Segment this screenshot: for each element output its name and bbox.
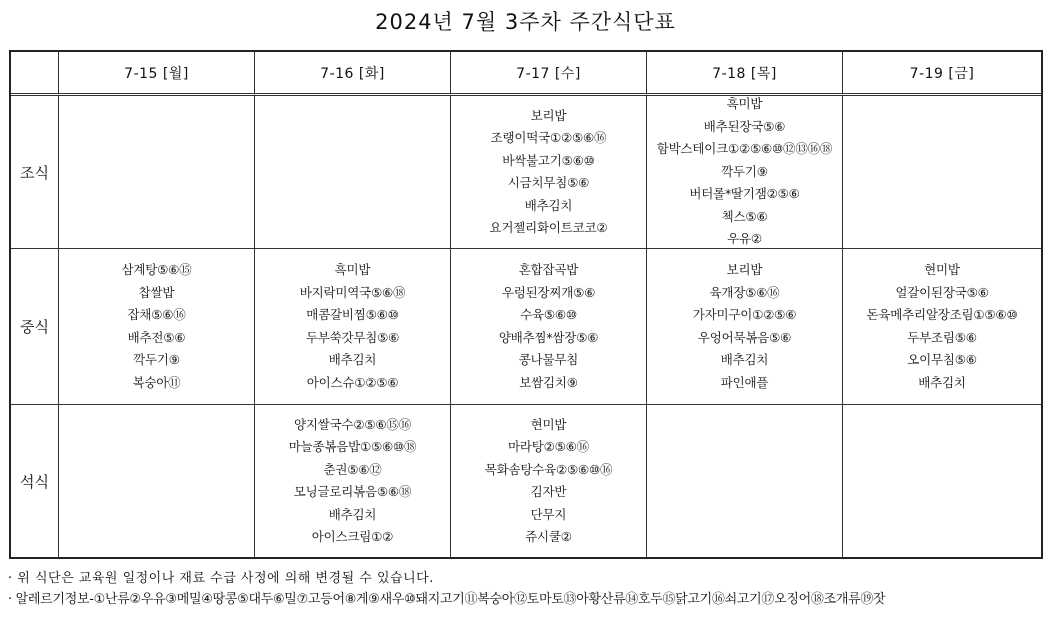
- menu-cell: [647, 405, 843, 557]
- menu-cell: [451, 249, 647, 405]
- menu-item: 현미밥: [530, 416, 567, 432]
- menu-cell: [843, 249, 1041, 405]
- menu-item: 함박스테이크①②⑤⑥⑩⑫⑬⑯⑱: [656, 141, 833, 157]
- menu-item: 모닝글로리볶음⑤⑥⑱: [293, 484, 412, 499]
- menu-item: 시금치무침⑤⑥: [507, 175, 590, 190]
- menu-item: 깍두기⑨: [721, 163, 768, 179]
- day-header-cell: [647, 52, 843, 96]
- menu-item: 목화솜탕수육②⑤⑥⑩⑯: [484, 461, 613, 477]
- menu-item: 조랭이떡국①②⑤⑥⑯: [490, 130, 607, 145]
- menu-item: 흑미밥: [726, 96, 763, 112]
- menu-item: 잡채⑤⑥⑯: [127, 307, 186, 322]
- menu-item: 바싹불고기⑤⑥⑩: [502, 152, 595, 168]
- weekly-menu-table: [9, 50, 1043, 559]
- menu-item: 혼합잡곡밥: [518, 262, 579, 277]
- menu-item: 파인애플: [720, 374, 769, 390]
- allergy-info-note: · 알레르기정보-①난류②우유③메밀④땅콩⑤대두⑥밀⑦고등어⑧게⑨새우⑩돼지고기⑪복숭아⑫토마토⑬아황산류⑭호두⑮닭고기⑯쇠고기⑰오징어⑱조개류⑲잣: [8, 592, 886, 607]
- menu-item: 배추전⑤⑥: [127, 329, 186, 345]
- menu-item: 첵스⑤⑥: [721, 208, 768, 224]
- menu-item: 단무지: [530, 506, 567, 522]
- menu-item: 삼계탕⑤⑥⑮: [121, 262, 192, 277]
- menu-item: 우유②: [727, 231, 762, 247]
- menu-item: 쥬시쿨②: [525, 529, 572, 544]
- meal-label: 석식: [20, 472, 49, 491]
- meal-label-cell: [11, 249, 59, 405]
- day-header-cell: [451, 52, 647, 96]
- menu-item: 콩나물무침: [518, 352, 579, 367]
- menu-item: 마늘종볶음밥①⑤⑥⑩⑱: [288, 439, 417, 454]
- menu-cell: [255, 249, 451, 405]
- menu-item: 배추김치: [328, 506, 377, 522]
- menu-item: 오이무침⑤⑥: [907, 352, 977, 367]
- meal-label-cell: [11, 405, 59, 557]
- menu-item: 매콤갈비찜⑤⑥⑩: [306, 307, 399, 322]
- day-header: 7-18 [목]: [712, 65, 777, 82]
- meal-label: 중식: [20, 318, 49, 336]
- menu-cell: [255, 96, 451, 249]
- menu-item: 돈육메추리알장조림①⑤⑥⑩: [866, 307, 1018, 322]
- menu-item: 아이스크림①②: [311, 529, 394, 544]
- schedule-change-note: · 위 식단은 교육원 일정이나 재료 수급 사정에 의해 변경될 수 있습니다.: [8, 571, 434, 586]
- menu-item: 보리밥: [726, 262, 763, 277]
- page-title: 2024년 7월 3주차 주간식단표: [375, 10, 676, 34]
- day-header: 7-17 [수]: [516, 65, 581, 82]
- menu-item: 춘권⑤⑥⑫: [323, 461, 382, 477]
- menu-item: 가자미구이①②⑤⑥: [692, 307, 797, 322]
- menu-item: 바지락미역국⑤⑥⑱: [299, 284, 406, 300]
- menu-cell: [255, 405, 451, 557]
- menu-item: 두부조림⑤⑥: [907, 329, 977, 345]
- menu-item: 아이스슈①②⑤⑥: [306, 374, 399, 390]
- menu-item: 흑미밥: [334, 262, 371, 277]
- day-header: 7-15 [월]: [124, 65, 189, 82]
- menu-cell: [647, 96, 843, 249]
- menu-item: 수육⑤⑥⑩: [520, 307, 577, 322]
- menu-item: 찹쌀밥: [138, 284, 175, 300]
- day-header: 7-19 [금]: [909, 65, 975, 82]
- menu-cell: [59, 405, 255, 557]
- menu-cell: [647, 249, 843, 405]
- meal-label-cell: [11, 96, 59, 249]
- menu-item: 배추김치: [918, 374, 966, 390]
- day-header-cell: [843, 52, 1041, 96]
- menu-item: 깍두기⑨: [133, 352, 180, 367]
- menu-cell: [59, 249, 255, 405]
- menu-cell: [451, 405, 647, 557]
- menu-cell: [59, 96, 255, 249]
- footnotes: [8, 568, 1043, 610]
- menu-item: 얼갈이된장국⑤⑥: [895, 284, 989, 300]
- menu-cell: [451, 96, 647, 249]
- menu-item: 버터롤*딸기잼②⑤⑥: [689, 186, 800, 202]
- menu-item: 육개장⑤⑥⑯: [709, 284, 780, 300]
- menu-item: 김자반: [530, 484, 567, 499]
- menu-item: 배추김치: [328, 352, 377, 367]
- menu-item: 배추김치: [720, 352, 769, 367]
- menu-item: 보리밥: [530, 107, 567, 123]
- menu-item: 우엉어묵볶음⑤⑥: [697, 329, 792, 345]
- menu-item: 배추된장국⑤⑥: [703, 118, 786, 134]
- menu-item: 두부쑥갓무침⑤⑥: [305, 329, 400, 345]
- menu-item: 마라탕②⑤⑥⑯: [508, 439, 589, 454]
- menu-item: 현미밥: [924, 262, 960, 277]
- day-header-cell: [255, 52, 451, 96]
- menu-cell: [843, 96, 1041, 249]
- menu-item: 복숭아⑪: [132, 374, 181, 390]
- menu-item: 양지쌀국수②⑤⑥⑮⑯: [294, 416, 411, 432]
- menu-item: 보쌈김치⑨: [519, 374, 578, 390]
- meal-label: 조식: [20, 163, 49, 182]
- menu-item: 배추김치: [524, 197, 573, 213]
- menu-item: 양배추찜*쌈장⑤⑥: [498, 329, 599, 345]
- menu-item: 요거젤리화이트코코②: [489, 220, 608, 235]
- day-header: 7-16 [화]: [320, 65, 385, 82]
- header-corner-cell: [11, 52, 59, 96]
- menu-cell: [843, 405, 1041, 557]
- menu-item: 우렁된장찌개⑤⑥: [501, 284, 596, 300]
- day-header-cell: [59, 52, 255, 96]
